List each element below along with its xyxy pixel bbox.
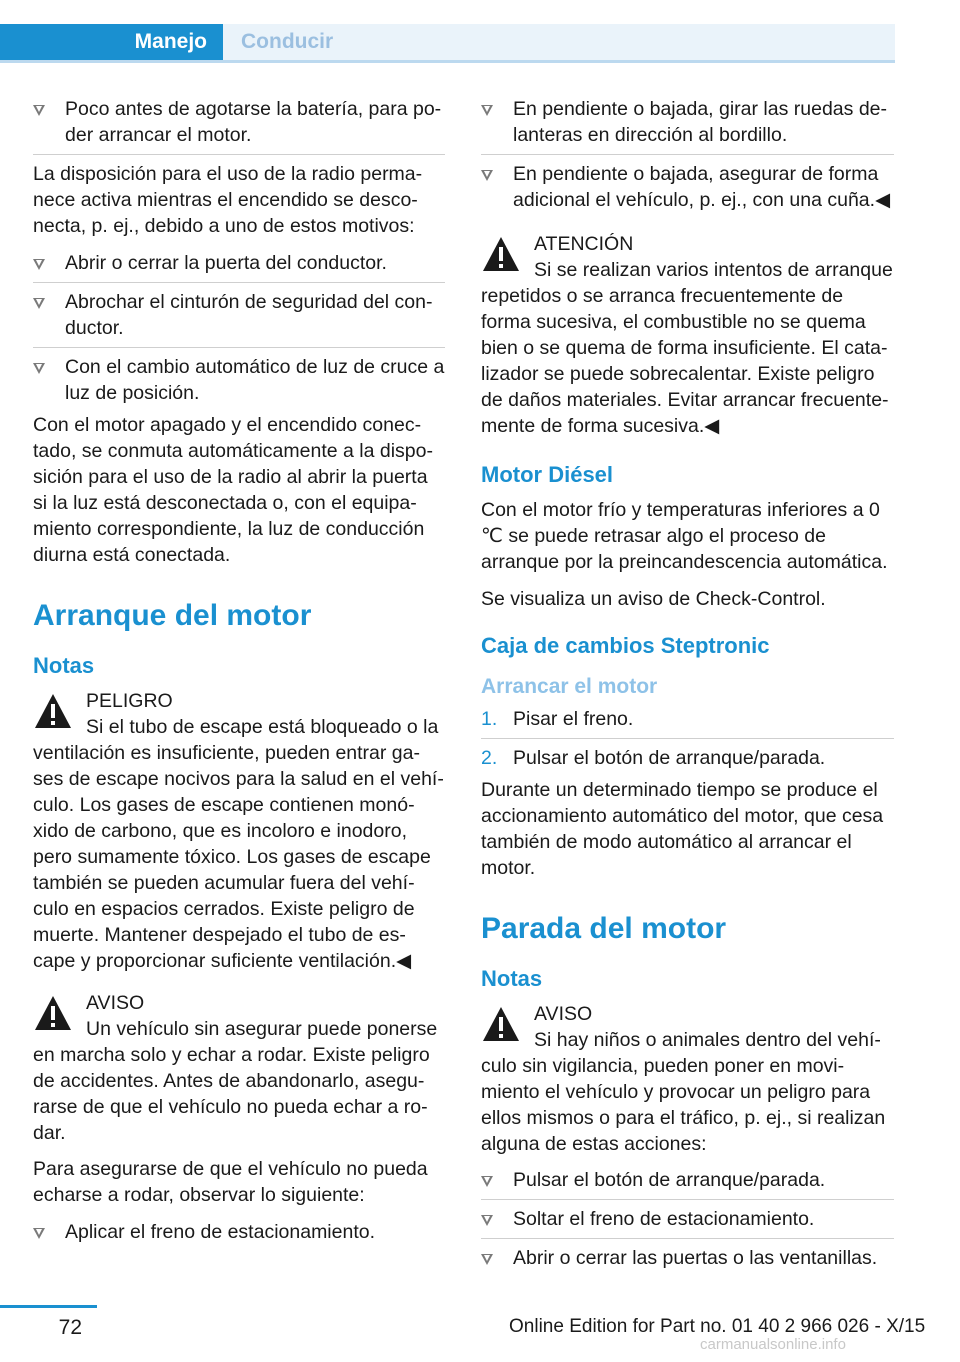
numbered-item: 2. Pulsar el botón de arranque/parada. [481, 747, 826, 769]
subsection-title: Notas [33, 653, 95, 678]
minor-heading: Arrancar el motor [481, 675, 658, 698]
list-item: Abrir o cerrar las puertas o las ventanillas. [481, 1245, 894, 1277]
warning-box [481, 231, 894, 439]
numbered-item: 1. Pisar el freno. [481, 706, 894, 739]
bullet-triangle-icon [33, 105, 45, 116]
paragraph: La disposición para el uso de la radio perma‐nece activa mientras el encendido se desco‐necta, p. ej., debido a uno de estos motivos: [33, 163, 423, 237]
bullet-triangle-icon [481, 1215, 493, 1226]
bullet-triangle-icon [481, 105, 493, 116]
warning-text: ventilación es insuficiente, pueden entrar ga‐ses de escape nocivos para la salud en el vehí‐culo. Los gases de escape contienen monó‐xido de carbono, que es incoloro e inodoro, pero sumamente tóxico. Los gases de escape también se pueden acumular fuera del vehí‐culo en espacios cerrados. Existe peligro de muerte. Mantener despejado el tubo de es‐cape y proporcionar suficiente ventilación.◀ [33, 742, 444, 972]
list-item: Poco antes de agotarse la batería, para po‐der arrancar el motor. [33, 96, 445, 155]
warning-first-line: Un vehículo sin asegurar puede ponerse [86, 1018, 438, 1040]
warning-first-line: Si el tubo de escape está bloqueado o la [86, 716, 439, 738]
step-number: 1. [481, 708, 498, 730]
list-item: En pendiente o bajada, girar las ruedas de‐lanteras en dirección al bordillo. [481, 96, 894, 155]
warning-title: ATENCIÓN [534, 233, 634, 255]
list-item: Abrir o cerrar la puerta del conductor. [33, 250, 445, 283]
bullet-triangle-icon [33, 298, 45, 309]
step-number: 2. [481, 747, 498, 769]
right-column [481, 96, 894, 1277]
bullet-triangle-icon [33, 363, 45, 374]
warning-title: AVISO [86, 992, 145, 1014]
paragraph: Durante un determinado tiempo se produce el accionamiento automático del motor, que cesa también de modo automático al arrancar el motor. [481, 779, 884, 879]
list-item: Abrochar el cinturón de seguridad del con‐ductor. [33, 289, 445, 348]
header-divider [0, 60, 895, 63]
warning-first-line: Si hay niños o animales dentro del vehí‐ [534, 1029, 881, 1051]
list-item: Pulsar el botón de arranque/parada. [481, 1167, 894, 1200]
tab-conducir[interactable]: Conducir [223, 24, 895, 60]
warning-triangle-icon [481, 1005, 521, 1043]
page-number: 72 [58, 1316, 82, 1339]
bullet-triangle-icon [33, 1228, 45, 1239]
warning-text: en marcha solo y echar a rodar. Existe peligro de accidentes. Antes de abandonarlo, asegu‐rarse de que el vehículo no pueda echar a ro‐dar. [33, 1044, 430, 1144]
list-item: Aplicar el freno de estacionamiento. [33, 1219, 445, 1251]
warning-first-line: Si se realizan varios intentos de arranque [534, 259, 893, 281]
subsection-title: Motor Diésel [481, 462, 614, 487]
warning-triangle-icon [33, 994, 73, 1032]
warning-box [33, 688, 445, 974]
left-column [33, 96, 445, 1251]
paragraph: Para asegurarse de que el vehículo no pueda echarse a rodar, observar lo siguiente: [33, 1158, 428, 1206]
paragraph: Se visualiza un aviso de Check-Control. [481, 588, 826, 610]
paragraph: Con el motor apagado y el encendido conec‐tado, se conmuta automáticamente a la dispo‐sición para el uso de la radio al abrir la puerta si la luz está desconectada o, con el equipa‐miento correspondiente, la luz de conducción diurna está conectada. [33, 414, 433, 566]
warning-text: repetidos o se arranca frecuentemente de forma sucesiva, el combustible no se quema bien o se quema de forma insuficiente. El cata‐lizador se puede sobrecalentar. Existe peligro de daños materiales. Evitar arrancar frecuente‐mente de forma sucesiva.◀ [481, 285, 889, 437]
list-item: Soltar el freno de estacionamiento. [481, 1206, 894, 1239]
tab-manejo[interactable]: Manejo [0, 24, 223, 60]
warning-title: PELIGRO [86, 690, 173, 712]
list-item: En pendiente o bajada, asegurar de forma adicional el vehículo, p. ej., con una cuña.◀ [481, 161, 894, 219]
paragraph: Con el motor frío y temperaturas inferiores a 0 ℃ se puede retrasar algo el proceso de arranque por la preincandescencia automática. [481, 499, 888, 573]
bullet-triangle-icon [33, 259, 45, 270]
bullet-triangle-icon [481, 1254, 493, 1265]
watermark: carmanualsonline.info [700, 1336, 846, 1353]
page-header [0, 0, 895, 62]
warning-triangle-icon [481, 235, 521, 273]
list-item: Con el cambio automático de luz de cruce a luz de posición. [33, 354, 445, 412]
section-title: Parada del motor [481, 912, 727, 945]
warning-triangle-icon [33, 692, 73, 730]
footer-rule [0, 1305, 97, 1308]
warning-text: culo sin vigilancia, pueden poner en movi‐miento el vehículo y provocar un peligro para ellos mismos o para el tráfico, p. ej., si realizan alguna de estas acciones: [481, 1055, 886, 1155]
warning-box [481, 1001, 894, 1157]
bullet-triangle-icon [481, 170, 493, 181]
bullet-triangle-icon [481, 1176, 493, 1187]
warning-title: AVISO [534, 1003, 593, 1025]
subsection-title: Caja de cambios Steptronic [481, 633, 770, 658]
subsection-title: Notas [481, 966, 543, 991]
section-title: Arranque del motor [33, 599, 312, 632]
edition-text: Online Edition for Part no. 01 40 2 966 026 - X/15 [509, 1316, 926, 1337]
warning-box [33, 990, 445, 1146]
